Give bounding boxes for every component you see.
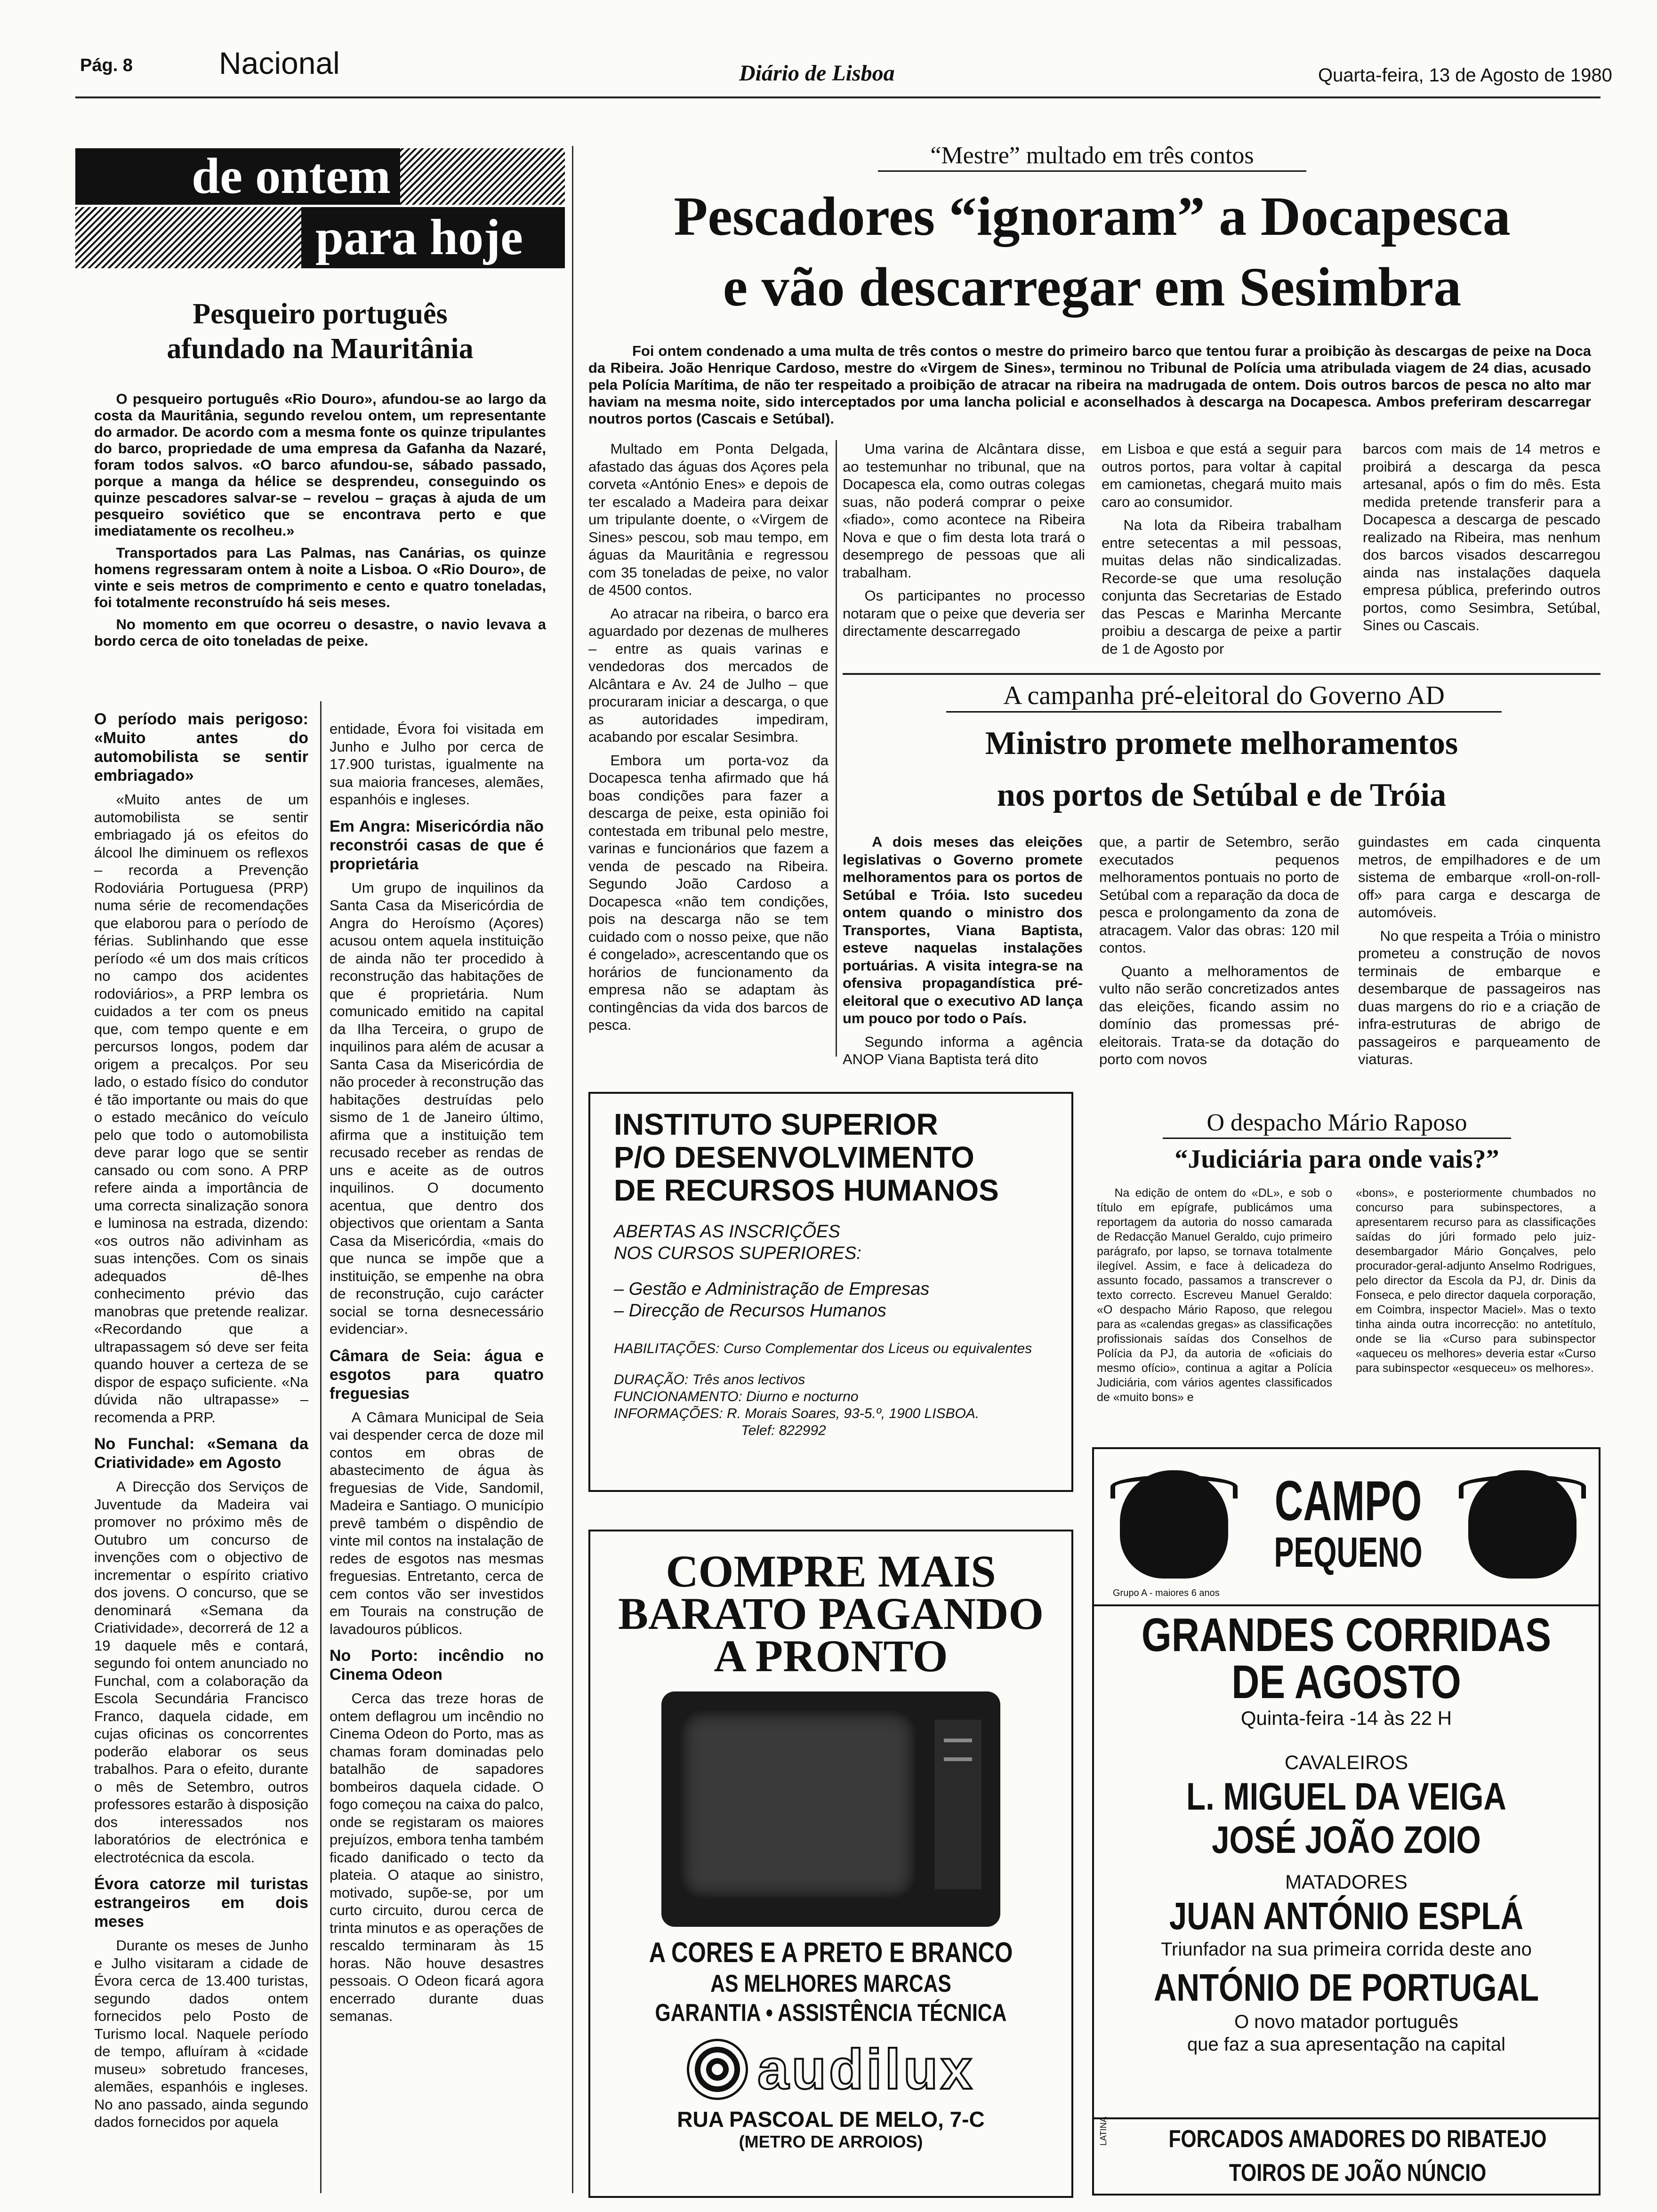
header-rule xyxy=(75,96,1601,98)
second-col-2: que, a partir de Setembro, serão executados pequenos melhoramentos pontuais no porto de Setúbal com a reparação da doca de pesca e prolongamento da zona de atracagem. Valor das obras: 120 mil contos. Quanto a melhoramentos de vulto não serão concretizados antes das eleições, ficando assim no domínio das promessas pré-eleitorais. Trata-se da dotação do porto com novos xyxy=(1099,834,1339,1067)
story-headline: Pesqueiro português afundado na Mauritânia xyxy=(167,298,474,365)
second-kicker: A campanha pré-eleitoral do Governo AD xyxy=(946,680,1502,713)
issue-date: Quarta-feira, 13 de Agosto de 1980 xyxy=(1318,65,1612,86)
raposo-col-2: «bons», e posteriormente chumbados no concurso para subinspectores, a apresentarem recurso para as classificações saídas do júri formado pelo juiz-desembargador Mário Gonçalves, pelo procurador-geral-adjunto Anselmo Rodrigues, pelo director da Escola da PJ, dr. Dinis da Fonseca, e pelo director daquela corporação, em Coimbra, inspector Maciel». Mas o texto tinha ainda outra incorrecção: no antetítulo, onde se lia «Curso para subinspector «aqueceu os melhores» deveria estar «Curso para subinspector «esqueceu» os melhores». xyxy=(1356,1186,1596,1375)
story-rule xyxy=(843,673,1601,675)
main-col-4: barcos com mais de 14 metros e proibirá a descarga da pesca artesanal, após o fim do mês. Esta medida pretende transferir para a Docapesca a descarga de pescado realizado na Ribeira, mas nenhum dos barcos visados descarregou ainda nas instalações daquela empresa pública, preferindo outros portos, como Sesimbra, Setúbal, Sines ou Cascais. xyxy=(1363,441,1601,633)
main-kicker: “Mestre” multado em três contos xyxy=(878,141,1306,172)
second-headline: Ministro promete melhoramentos nos portos de Setúbal e de Tróia xyxy=(985,725,1458,813)
second-col-3: guindastes em cada cinquenta metros, de empilhadores e de um sistema de embarque «roll-on-roll-off» para carga e descarga de automóveis. No que respeita a Tróia o ministro prometeu a construção de novos terminais de embarque e desembarque de passageiros nas duas margens do rio e a criação de infra-estruturas de abrigo de passageiros e parqueamento de viaturas. xyxy=(1358,834,1601,1067)
brief-heading: No Porto: incêndio no Cinema Odeon xyxy=(330,1647,544,1683)
section-title: Nacional xyxy=(219,46,340,80)
brief-text: A Câmara Municipal de Seia vai despender cerca de doze mil contos em obras de abastecimento de água às freguesias de Vide, Sandomil, Madeira e Santiago. O município prevê também o dispêndio de vinte mil contos na instalação de redes de esgotos nas mesmas freguesias. Entretanto, cerca de cem contos vão ser investidos em Tourais na construção de lavadouros públicos. xyxy=(330,1409,544,1637)
bull-icon xyxy=(1468,1470,1577,1579)
brief-column-a xyxy=(94,701,308,2137)
brief-heading: O período mais perigoso: «Muito antes do automobilista se sentir embriagado» xyxy=(94,710,308,785)
column-rule xyxy=(572,146,573,2193)
main-col-1: Multado em Ponta Delgada, afastado das águas dos Açores pela corveta «António Enes» e depois de ter escalado a Madeira para deixar um tripulante doente, o «Virgem de Sines» pescou, sob mau tempo, em águas da Mauritânia e regressou com 35 toneladas de peixe, no valor de 4500 contos. Ao atracar na ribeira, o barco era aguardado por dezenas de mulheres – entre as quais varinas e vendedoras dos mercados de Alcântara e Av. 24 de Julho – que procuraram iniciar a descarga, o que as autoridades impediram, acabando por escalar Sesimbra. Embora um porta-voz da Docapesca tenha afirmado que há boas condições para fazer a descarga de peixe, esta opinião foi contestada em tribunal pelo mestre, varinas e funcionários que fazem a venda de pescado na Ribeira. Segundo João Cardoso a Docapesca «não tem condições, pois na descarga não se tem cuidado com o nosso peixe, que não é congelado», acrescentando que os horários de funcionamento da empresa não se adaptam às contingências da vida dos barcos de pesca. xyxy=(588,441,828,1033)
brief-text: A Direcção dos Serviços de Juventude da Madeira vai promover no próximo mês de Outubro um concurso de invenções com o objectivo de incrementar o espírito criativo dos jovens. O concurso, que se denominará «Semana da Criatividade», decorrerá de 12 a 19 daquele mês e contará, segundo foi ontem anunciado no Funchal, com a colaboração da Escola Secundária Francisco Franco, daquela cidade, em cujas oficinas os concorrentes poderão elaborar os seus trabalhos. Para o efeito, durante o mês de Setembro, outros professores estarão à disposição dos interessados nos laboratórios de electrónica e electrotécnica da escola. xyxy=(94,1478,308,1866)
column-rule xyxy=(836,440,837,1057)
raposo-headline: “Judiciária para onde vais?” xyxy=(1174,1145,1499,1174)
brief-text: «Muito antes de um automobilista se sentir embriagado já os efeitos do álcool lhe diminuem os reflexos – recorda a Prevenção Rodoviária Portuguesa (PRP) numa série de recomendações que elaborou para o período de férias. Sublinhando que esse período «é um dos mais críticos no campo dos acidentes rodoviários», a PRP lembra os cuidados a ter com os pneus que, com tempo quente e em percursos longos, podem dar origem a precalços. Por seu lado, o estado físico do condutor é tão importante ou mais do que o estado mecânico do veículo pelo que todo o automobilista deve parar logo que se sentir cansado ou com sono. A PRP refere ainda a importância de uma correcta sinalização sonora e luminosa na estrada, dizendo: «os outros não adivinham as suas intenções. Com os sinais adequados dê-lhes conhecimento prévio das manobras que pretende realizar. «Recordando que a ultrapassagem só deve ser feita quando houver a certeza de se dispor de espaço suficiente. «Na dúvida não ultrapasse» – recomenda a PRP. xyxy=(94,791,308,1426)
brief-text: Um grupo de inquilinos da Santa Casa da Misericórdia de Angra do Heroísmo (Açores) acusou ontem aquela instituição de ainda não ter procedido à reconstrução das habitações de que é proprietária. Num comunicado emitido na capital da Ilha Terceira, o grupo de inquilinos para além de acusar a Santa Casa da Misericórdia de não proceder à reconstrução das habitações destruídas pelo sismo de 1 de Janeiro último, afirma que a instituição tem recusado receber as rendas de uns e aceite as de outros inquilinos. O documento acentua, que dentro dos objectivos que orientam a Santa Casa da Misericórdia, «mais do que nunca se impõe que a instituição, se empenhe na obra de reconstrução, cujo carácter social se torna desnecessário evidenciar». xyxy=(330,879,544,1337)
television-illustration xyxy=(661,1691,1000,1927)
banner-line1: de ontem xyxy=(75,148,400,205)
ad-instituto: INSTITUTO SUPERIOR P/O DESENVOLVIMENTO DE RECURSOS HUMANOS ABERTAS AS INSCRIÇÕES NOS CURSOS SUPERIORES: – Gestão e Administração de Empresas – Direcção de Recursos Humanos HABILITAÇÕES: Curso Complementar dos Liceus ou equivalentes DURAÇÃO: Três anos lectivos FUNCIONAMENTO: Diurno e nocturno INFORMAÇÕES: R. Morais Soares, 93-5.º, 1900 LISBOA. Telef: 822992 xyxy=(588,1092,1073,1492)
section-banner xyxy=(75,148,565,271)
banner-line2: para hoje xyxy=(301,207,565,268)
column-rule xyxy=(320,701,322,2193)
campo-logo: CAMPO PEQUENO xyxy=(1103,1459,1593,1590)
page-number: Pág. 8 xyxy=(80,56,133,75)
brief-heading: Évora catorze mil turistas estrangeiros em dois meses xyxy=(94,1875,308,1931)
brief-heading: Câmara de Seia: água e esgotos para quatro freguesias xyxy=(330,1346,544,1403)
ad-campo-pequeno: CAMPO PEQUENO Grupo A - maiores 6 anos GRANDES CORRIDAS DE AGOSTO Quinta-feira -14 às 22 H CAVALEIROS L. MIGUEL DA VEIGA JOSÉ JOÃO ZOIO MATADORES JUAN ANTÓNIO ESPLÁ Triunfador na sua primeira corrida deste ano ANTÓNIO DE PORTUGAL O novo matador português que faz a sua apresentação na capital FORCADOS AMADORES DO RIBATEJO TOIROS DE JOÃO NÚNCIO LATINA xyxy=(1092,1447,1601,2196)
masthead: Diário de Lisboa xyxy=(739,61,895,86)
brief-text: Durante os meses de Junho e Julho visitaram a cidade de Évora cerca de 13.400 turistas, segundo dados ontem fornecidos pelo Posto de Turismo local. Naquele período de tempo, afluíram à «cidade museu» sobretudo franceses, alemães, espanhóis e ingleses. No ano passado, ainda segundo dados fornecidos por aquela xyxy=(94,1937,308,2130)
raposo-kicker: O despacho Mário Raposo xyxy=(1163,1108,1511,1139)
raposo-col-1: Na edição de ontem do «DL», e sob o título em epígrafe, publicámos uma reportagem da autoria do nosso camarada de Redacção Manuel Geraldo, cujo primeiro parágrafo, por lapso, se tornava totalmente ilegível. Assim, e face à delicadeza do assunto focado, passamos a transcrever o texto correcto. Escreveu Manuel Geraldo: «O despacho Mário Raposo, que relegou para as «calendas gregas» as classificações profissionais saídas dos Conselhos de Polícia da PJ, da autoria de «oficiais do mesmo ofício», continua a agitar a Polícia Judiciária, com vários agentes classificados de «muito bons» e xyxy=(1097,1186,1332,1404)
main-headline: Pescadores “ignoram” a Docapesca e vão descarregar em Sesimbra xyxy=(674,185,1511,318)
main-lead: Foi ontem condenado a uma multa de três contos o mestre do primeiro barco que tentou furar a proibição às descargas de peixe na Doca da Ribeira. João Henrique Cardoso, mestre do «Virgem de Sines», terminou no Tribunal de Polícia uma atribulada viagem de 24 dias, acusado pela Polícia Marítima, de não ter respeitado a proibição de atracar na ribeira na madrugada de ontem. Dois outros barcos de pesca no alto mar haviam na mesma noite, sido interceptados por uma lancha policial e aconselhados à descarga na Docapesca. Ambos preferiram descarregar noutros portos (Cascais e Setúbal). xyxy=(588,343,1591,427)
brief-column-b xyxy=(330,720,544,2031)
main-col-2: Uma varina de Alcântara disse, ao testemunhar no tribunal, que na Docapesca ela, como outras colegas suas, não poderá comprar o peixe «fiado», como acontece na Ribeira Nova e que o fim desta lota trará o desemprego de pessoas que ali trabalham. Os participantes no processo notaram que o peixe que deveria ser directamente descarregado xyxy=(843,441,1085,639)
second-col-1: A dois meses das eleições legislativas o Governo promete melhoramentos para os portos de Setúbal e Tróia. Isto sucedeu ontem quando o ministro dos Transportes, Viana Baptista, esteve naquelas instalações portuárias. A visita integra-se na ofensiva propagandística pré-eleitoral que o executivo AD lança um pouco por todo o País. Segundo informa a agência ANOP Viana Baptista terá dito xyxy=(843,834,1083,1067)
story-body: O pesqueiro português «Rio Douro», afundou-se ao largo da costa da Mauritânia, segundo revelou ontem, um representante do armador. De acordo com a mesma fonte os quinze tripulantes do barco, propriedade de uma empresa da Gafanha da Nazaré, foram todos salvos. «O barco afundou-se, sábado passado, porque a manga da hélice se desprendeu, conseguindo os quinze pescadores salvar-se – revelou – graças à ajuda de um pesqueiro soviético que se encontrava perto e que imediatamente os recolheu.» Transportados para Las Palmas, nas Canárias, os quinze homens regressaram ontem à noite a Lisboa. O «Rio Douro», de vinte e seis metros de comprimento e cento e quatro toneladas, foi totalmente reconstruído há seis meses. No momento em que ocorreu o desastre, o navio levava a bordo cerca de oito toneladas de peixe. xyxy=(94,391,546,649)
audilux-logo: audilux xyxy=(604,2037,1057,2102)
brief-heading: No Funchal: «Semana da Criatividade» em Agosto xyxy=(94,1435,308,1472)
ad-audilux: COMPRE MAIS BARATO PAGANDO A PRONTO A CORES E A PRETO E BRANCO AS MELHORES MARCAS GARANTIA • ASSISTÊNCIA TÉCNICA audilux RUA PASCOAL DE MELO, 7-C (METRO DE ARROIOS) xyxy=(588,1530,1073,2198)
brief-text: Cerca das treze horas de ontem deflagrou um incêndio no Cinema Odeon do Porto, mas as chamas foram dominadas pelo batalhão de sapadores bombeiros daquela cidade. O fogo começou na caixa do palco, onde se registaram os maiores prejuízos, embora tenha também ficado danificado o tecto da plateia. O ataque ao sinistro, motivado, supõe-se, por um curto circuito, durou cerca de trinta minutos e as operações de rescaldo terminaram às 15 horas. Não houve desastres pessoais. O Odeon ficará agora encerrado durante duas semanas. xyxy=(330,1690,544,2024)
brief-text: entidade, Évora foi visitada em Junho e Julho por cerca de 17.900 turistas, igualmente na sua maioria franceses, alemães, espanhóis e ingleses. xyxy=(330,721,544,808)
brief-heading: Em Angra: Misericórdia não reconstrói casas de que é proprietária xyxy=(330,817,544,873)
bull-icon xyxy=(1120,1470,1228,1579)
main-col-3: em Lisboa e que está a seguir para outros portos, para voltar à capital em camionetas, chegará muito mais caro ao consumidor. Na lota da Ribeira trabalham entre setecentas a mil pessoas, muitas delas não sindicalizadas. Recorde-se que uma resolução conjunta das Secretarias de Estado das Pescas e Marinha Mercante proibiu a descarga de peixe a partir de 1 de Agosto por xyxy=(1102,441,1342,657)
agency-credit: LATINA xyxy=(1099,2116,1108,2146)
